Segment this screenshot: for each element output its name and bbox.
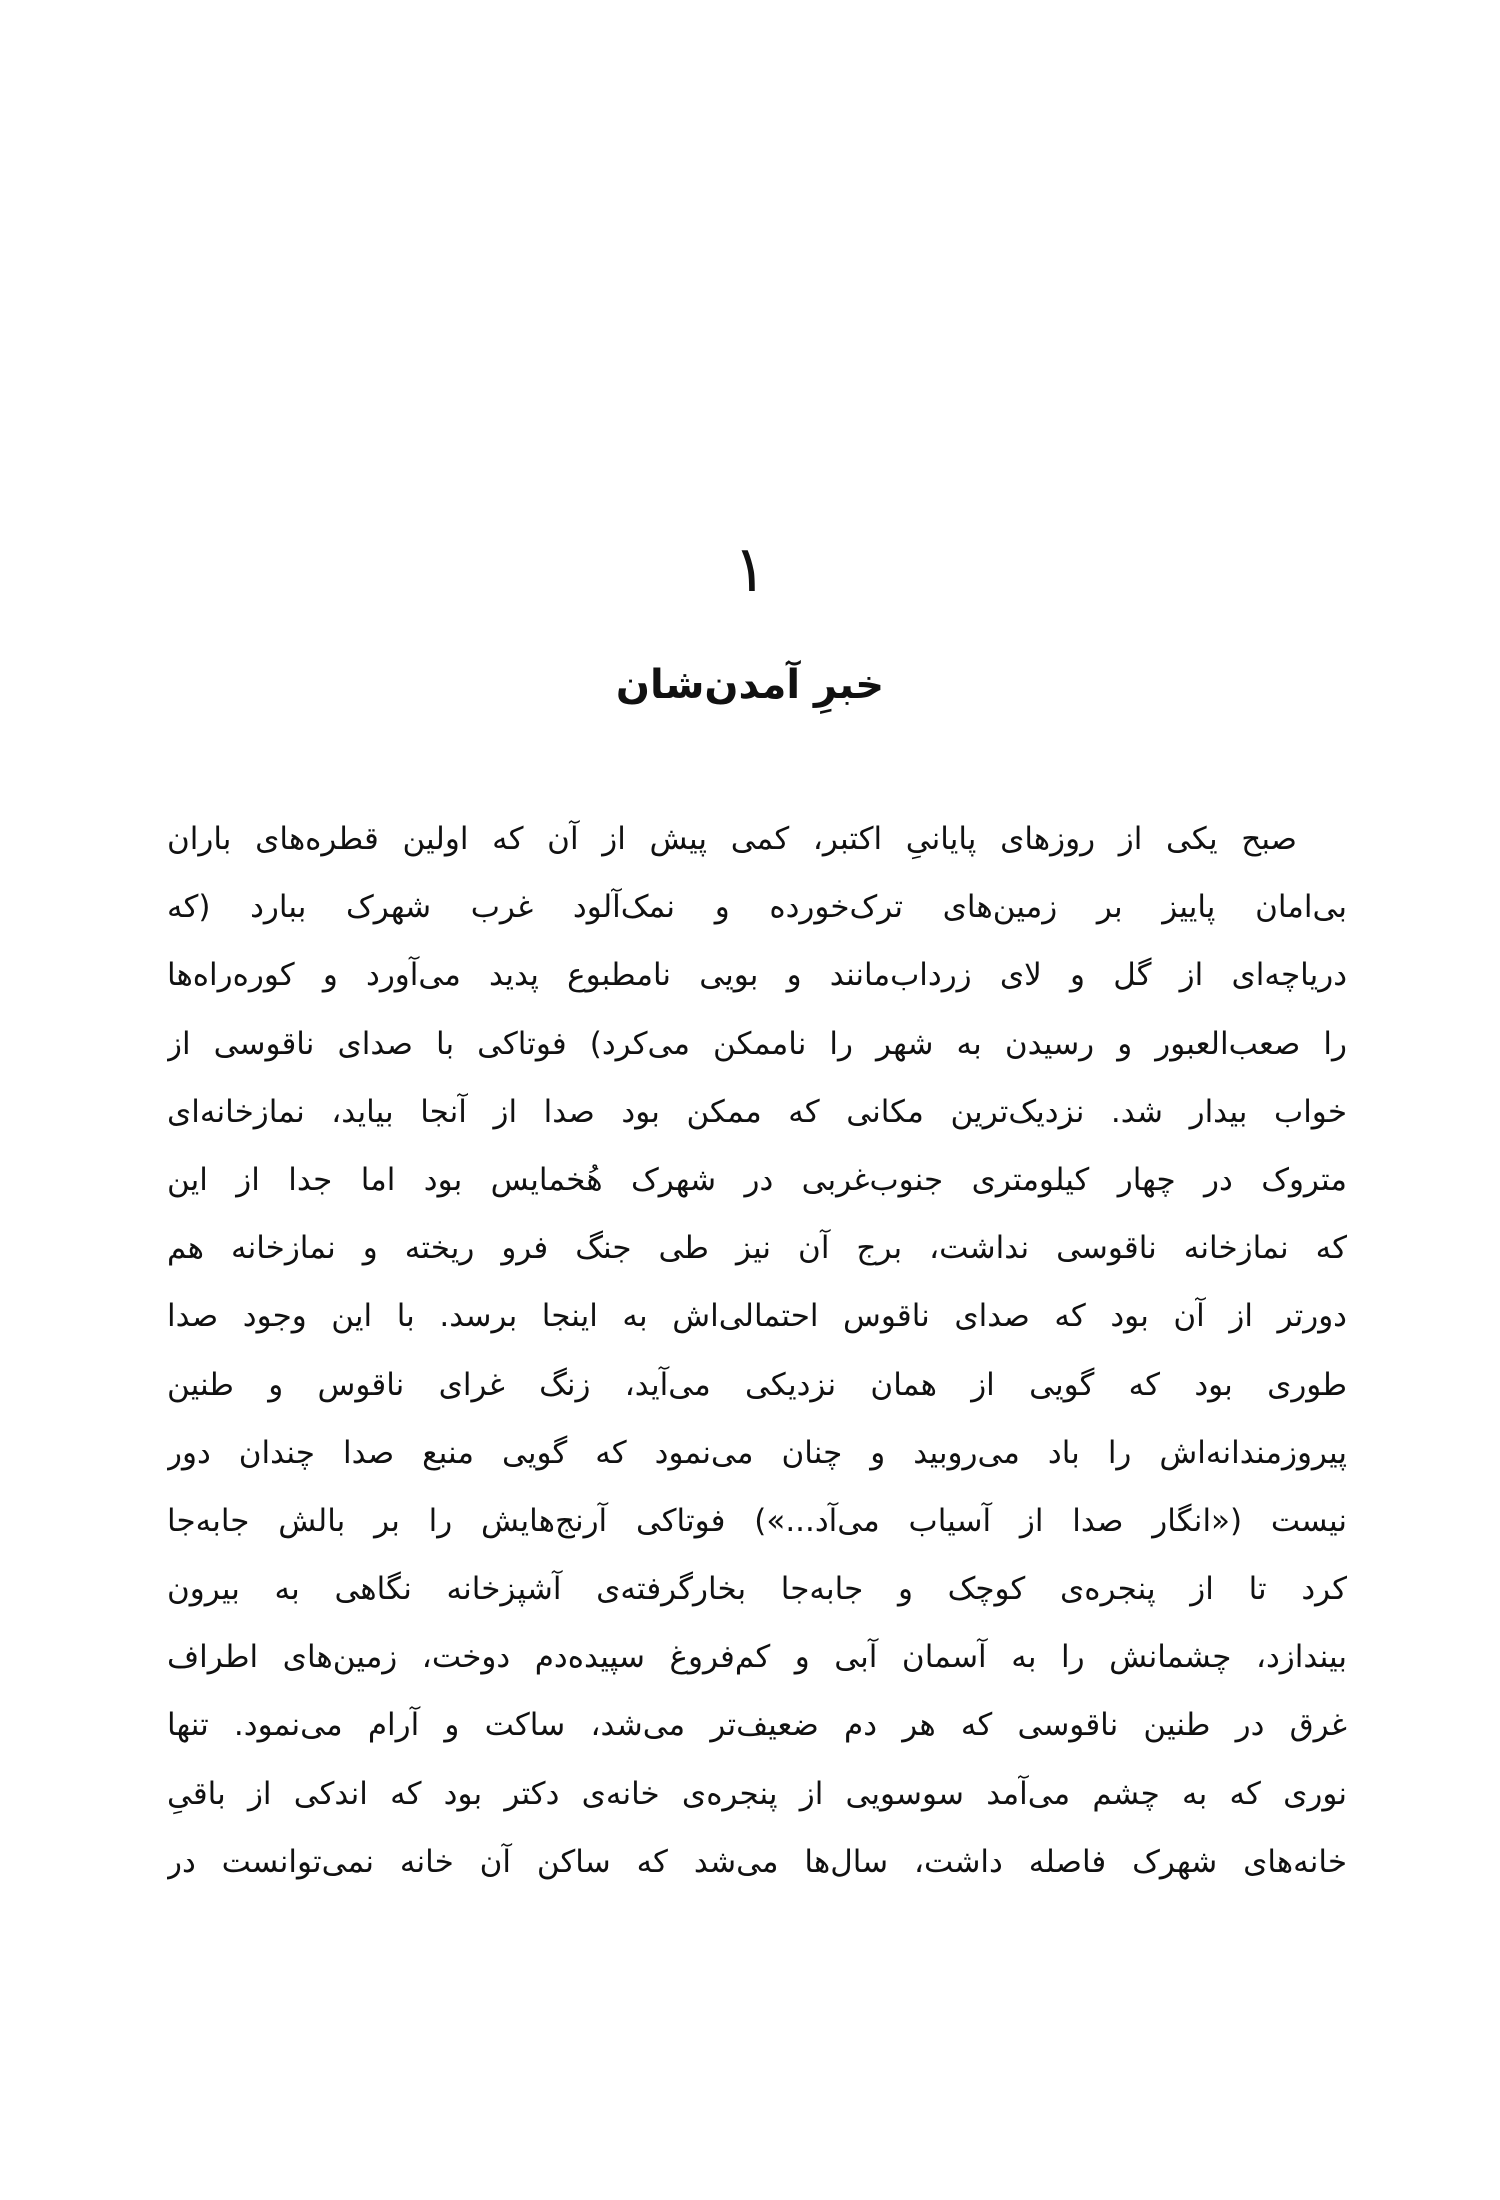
- text-line: که نمازخانه ناقوسی نداشت، برج آن نیز طی جنگ فرو ریخته و نمازخانه هم: [167, 1230, 1347, 1267]
- text-line: دریاچه‌ای از گل و لای زرداب‌مانند و بویی نامطبوع پدید می‌آورد و کوره‌راه‌ها: [167, 957, 1347, 994]
- body-paragraph: [167, 805, 1347, 1896]
- text-line: متروک در چهار کیلومتری جنوب‌غربی در شهرک هُخمایس بود اما جدا از این: [167, 1161, 1347, 1198]
- text-line: خواب بیدار شد. نزدیک‌ترین مکانی که ممکن بود صدا از آنجا بیاید، نمازخانه‌ای: [167, 1093, 1347, 1130]
- text-line: پیروزمندانه‌اش را باد می‌روبید و چنان می‌نمود که گویی منبع صدا چندان دور: [167, 1434, 1347, 1471]
- chapter-number: ۱: [732, 533, 768, 607]
- text-line: نیست («انگار صدا از آسیاب می‌آد...») فوتاکی آرنج‌هایش را بر بالش جابه‌جا: [167, 1502, 1347, 1539]
- text-line: بی‌امان پاییز بر زمین‌های ترک‌خورده و نمک‌آلود غرب شهرک ببارد (که: [167, 889, 1347, 926]
- text-line: غرق در طنین ناقوسی که هر دم ضعیف‌تر می‌شد، ساکت و آرام می‌نمود. تنها: [167, 1707, 1347, 1744]
- chapter-title: خبرِ آمدن‌شان: [615, 662, 885, 708]
- text-line: را صعب‌العبور و رسیدن به شهر را ناممکن می‌کرد) فوتاکی با صدای ناقوسی از: [167, 1025, 1347, 1062]
- text-line: نوری که به چشم می‌آمد سوسویی از پنجره‌ی خانه‌ی دکتر بود که اندکی از باقیِ: [167, 1775, 1347, 1812]
- text-line: صبح یکی از روزهای پایانیِ اکتبر، کمی پیش از آن که اولین قطره‌های باران: [167, 821, 1297, 857]
- text-line: طوری بود که گویی از همان نزدیکی می‌آید، زنگ غرای ناقوس و طنین: [167, 1366, 1347, 1403]
- text-line: دورتر از آن بود که صدای ناقوس احتمالی‌اش به اینجا برسد. با این وجود صدا: [167, 1298, 1347, 1335]
- text-line: خانه‌های شهرک فاصله داشت، سال‌ها می‌شد که ساکن آن خانه نمی‌توانست در: [167, 1843, 1347, 1880]
- text-line: کرد تا از پنجره‌ی کوچک و جابه‌جا بخارگرفته‌ی آشپزخانه نگاهی به بیرون: [167, 1571, 1347, 1608]
- text-line: بیندازد، چشمانش را به آسمان آبی و کم‌فروغ سپیده‌دم دوخت، زمین‌های اطراف: [167, 1639, 1347, 1676]
